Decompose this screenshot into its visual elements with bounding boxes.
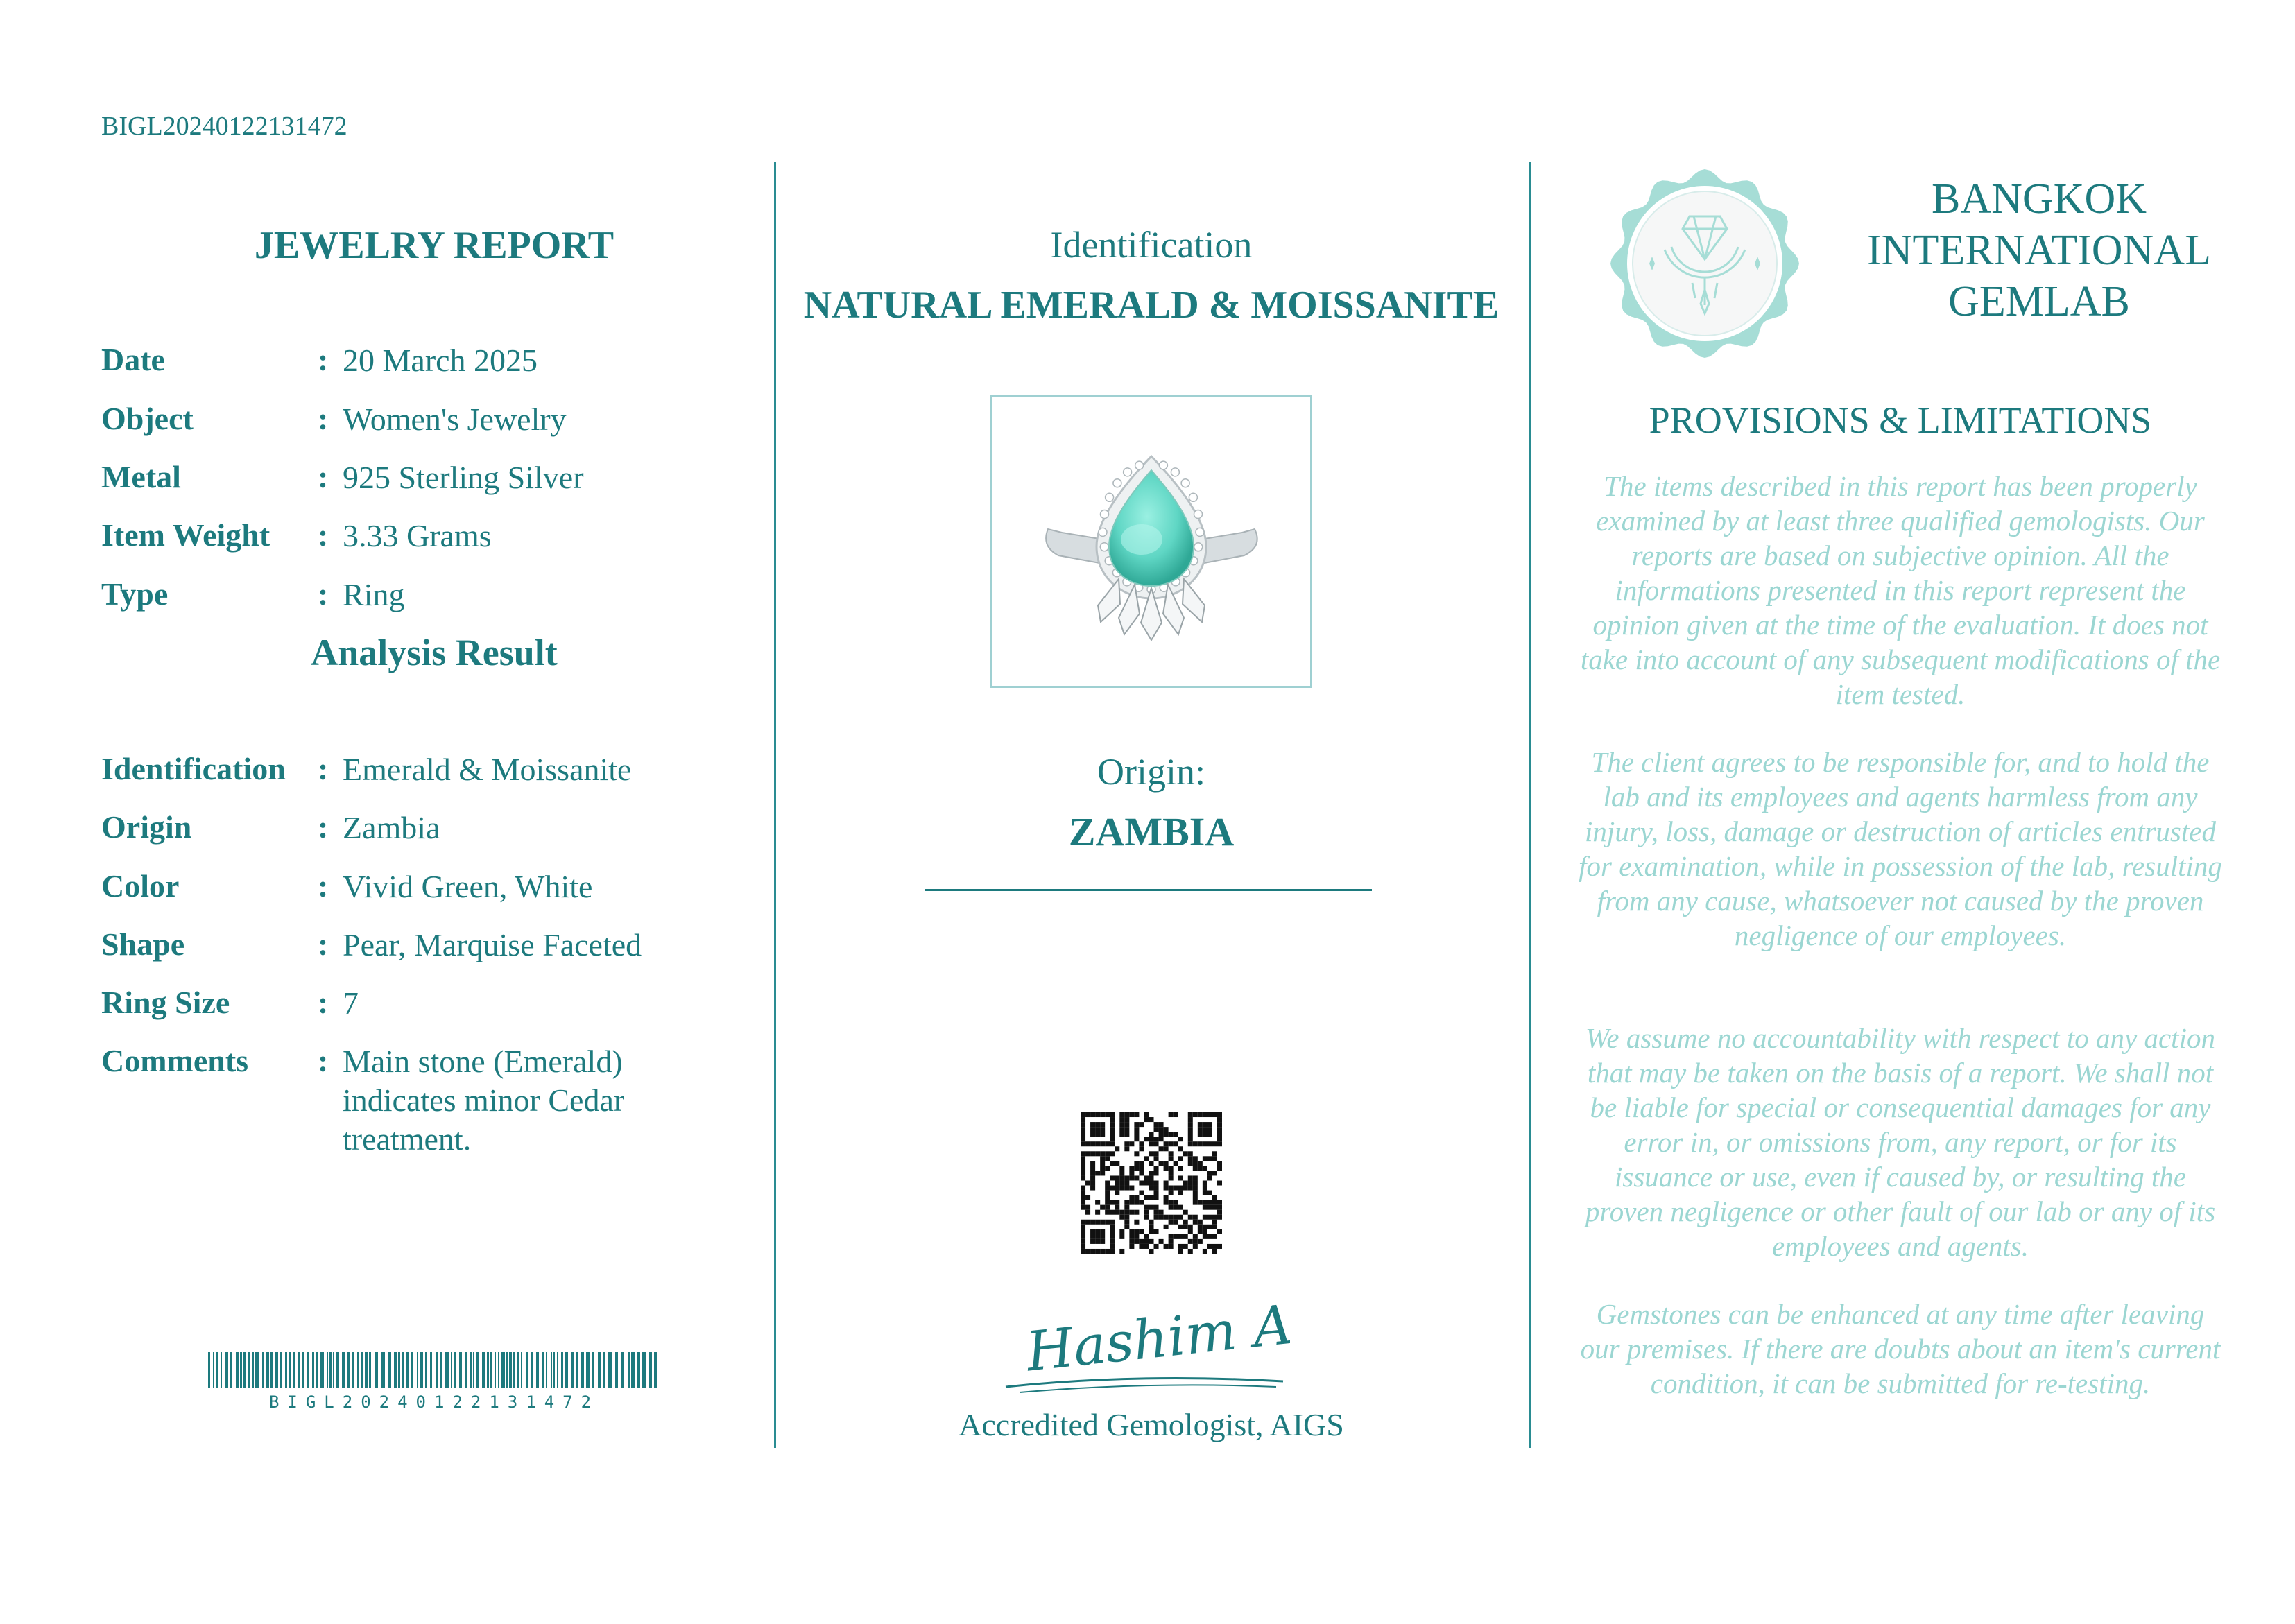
provisions-paragraph: Gemstones can be enhanced at any time after leaving our premises. If there are doubts about an item's current condition, it can be submitted for re-testing. (1580, 1298, 2221, 1399)
colon: : (318, 809, 329, 845)
report-id: BIGL20240122131472 (101, 112, 347, 141)
provisions-title: PROVISIONS & LIMITATIONS (1649, 399, 2152, 441)
signer-title: Accredited Gemologist, AIGS (959, 1407, 1344, 1442)
colon: : (318, 751, 329, 786)
analysis-label: Origin (101, 809, 192, 845)
detail-label: Date (101, 342, 165, 377)
analysis-label: Comments (101, 1043, 249, 1078)
barcode-icon (208, 1352, 660, 1388)
detail-value: Ring (343, 577, 405, 612)
qr-code (1081, 1112, 1222, 1254)
colon: : (318, 517, 329, 553)
analysis-value: Vivid Green, White (343, 869, 593, 904)
signature (999, 1290, 1290, 1401)
analysis-label: Shape (101, 926, 185, 962)
seal-logo-icon (1608, 166, 1802, 361)
divider-right (1529, 162, 1531, 1448)
analysis-value: Main stone (Emerald) indicates minor Cedar treatment. (343, 1044, 625, 1157)
colon: : (318, 459, 329, 494)
detail-label: Object (101, 401, 194, 436)
ring-photo (992, 397, 1310, 686)
detail-value: 3.33 Grams (343, 518, 492, 553)
detail-label: Type (101, 576, 169, 612)
colon: : (318, 985, 329, 1020)
detail-label: Metal (101, 459, 181, 494)
lab-name (1831, 173, 2247, 327)
colon: : (318, 868, 329, 904)
analysis-label: Color (101, 868, 180, 904)
identification-label: Identification (1050, 224, 1253, 266)
signature-mark (999, 1290, 1290, 1401)
ring-photo-frame (990, 395, 1312, 688)
lab-name-line: GEMLAB (1948, 278, 2130, 325)
origin-underline (925, 889, 1372, 891)
colon: : (318, 401, 329, 436)
provisions-paragraph: We assume no accountability with respect to any action that may be taken on the basis of a report. We shall not be liable for special or consequential damages for any error in, or omissions from, any report, or for its issuance or use, even if caused by, or resulting the proven negligence or other fault of our lab or any of its employees and agents. (1585, 1022, 2216, 1262)
qr-code-icon (1081, 1112, 1222, 1254)
origin-value: ZAMBIA (1068, 809, 1235, 854)
barcode (208, 1352, 660, 1412)
signature-text: Hashim A. (1023, 1292, 1290, 1384)
identification-value: NATURAL EMERALD & MOISSANITE (803, 284, 1499, 327)
origin-label: Origin: (1097, 751, 1205, 793)
analysis-value: Emerald & Moissanite (343, 752, 632, 787)
colon: : (318, 342, 329, 377)
colon: : (318, 576, 329, 612)
analysis-value: Pear, Marquise Faceted (343, 927, 642, 962)
provisions-paragraph: The items described in this report has been properly examined by at least three qualified gemologists. Our reports are based on subjective opinion. All the informations presented in this report represent the opinion given at the time of the evaluation. It does not take into account of any subsequent modifications of the item tested. (1580, 470, 2221, 710)
detail-value: 925 Sterling Silver (343, 460, 584, 495)
provisions-paragraph: The client agrees to be responsible for, and to hold the lab and its employees and agents harmless from any injury, loss, damage or destruction of articles entrusted for examination, while in possession of the lab, resulting from any cause, whatsoever not caused by the proven negligence of our employees. (1579, 746, 2222, 951)
colon: : (318, 926, 329, 962)
detail-label: Item Weight (101, 517, 270, 553)
lab-name-line: INTERNATIONAL (1867, 227, 2211, 274)
analysis-value: Zambia (343, 810, 440, 845)
seal-logo (1608, 166, 1802, 361)
analysis-label: Ring Size (101, 985, 230, 1020)
detail-value: 20 March 2025 (343, 343, 538, 378)
analysis-label: Identification (101, 751, 286, 786)
detail-value: Women's Jewelry (343, 401, 567, 437)
lab-name-line: BANGKOK (1932, 175, 2147, 223)
report-title: JEWELRY REPORT (254, 224, 614, 267)
divider-left (774, 162, 776, 1448)
analysis-value: 7 (343, 985, 359, 1021)
analysis-title: Analysis Result (311, 632, 558, 673)
colon: : (318, 1043, 329, 1078)
barcode-text: BIGL20240122131472 (268, 1392, 600, 1412)
